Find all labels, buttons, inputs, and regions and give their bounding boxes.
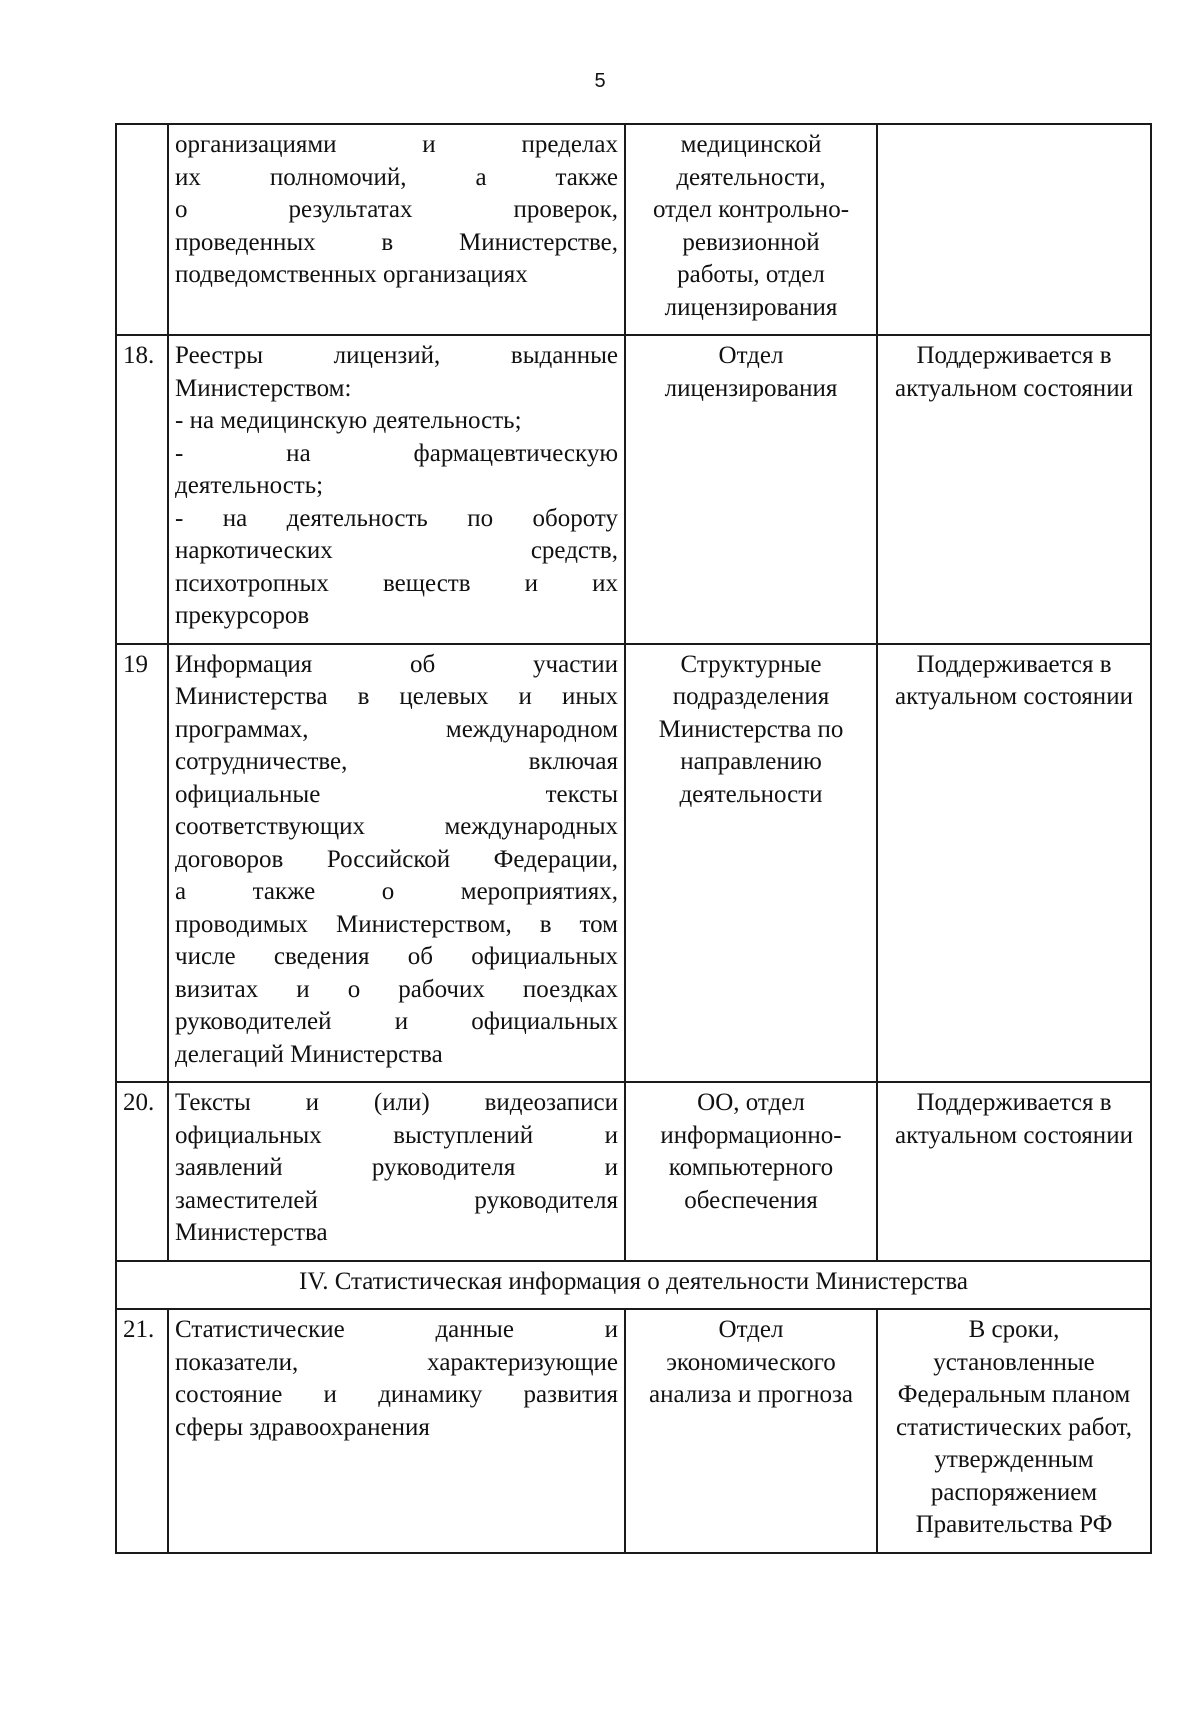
table-row-19 bbox=[116, 644, 1151, 1083]
row-description: Реестры лицензий, выданные Министерством: - на медицинскую деятельность; - на фармацевтическую деятельность; - на деятельность по обороту наркотических средств, психотропных веществ и их прекурсоров bbox=[168, 335, 625, 644]
row-description: Тексты и (или) видеозаписи официальных выступлений и заявлений руководителя и заместителей руководителя Министерства bbox=[168, 1082, 625, 1261]
row-responsible: медицинской деятельности, отдел контрольно- ревизионной работы, отдел лицензирования bbox=[625, 124, 877, 335]
row-period: В сроки, установленные Федеральным планом статистических работ, утвержденным распоряжением Правительства РФ bbox=[877, 1309, 1151, 1553]
row-description: Информация об участии Министерства в целевых и иных программах, международном сотрудничестве, включая официальные тексты соответствующих международных договоров Российской Федерации, а также о мероприятиях, проводимых Министерством, в том числе сведения об официальных визитах и о рабочих поездках руководителей и официальных делегаций Министерства bbox=[168, 644, 625, 1083]
row-responsible: Отдел лицензирования bbox=[625, 335, 877, 644]
row-period: Поддерживается в актуальном состоянии bbox=[877, 644, 1151, 1083]
row-period: Поддерживается в актуальном состоянии bbox=[877, 1082, 1151, 1261]
table-row-20 bbox=[116, 1082, 1151, 1261]
section-heading-row bbox=[116, 1261, 1151, 1310]
row-number: 19 bbox=[116, 644, 168, 1083]
table-row-21 bbox=[116, 1309, 1151, 1553]
row-responsible: ОО, отдел информационно- компьютерного обеспечения bbox=[625, 1082, 877, 1261]
row-number: 20. bbox=[116, 1082, 168, 1261]
page-number: 5 bbox=[594, 70, 606, 92]
row-description: организациями и пределах их полномочий, а также о результатах проверок, проведенных в Министерстве, подведомственных организациях bbox=[168, 124, 625, 335]
row-responsible: Структурные подразделения Министерства по направлению деятельности bbox=[625, 644, 877, 1083]
information-table bbox=[115, 123, 1152, 1554]
row-responsible: Отдел экономического анализа и прогноза bbox=[625, 1309, 877, 1553]
table-row-continuation bbox=[116, 124, 1151, 335]
table-row-18 bbox=[116, 335, 1151, 644]
row-number: 18. bbox=[116, 335, 168, 644]
row-period bbox=[877, 124, 1151, 335]
row-number bbox=[116, 124, 168, 335]
section-title: IV. Статистическая информация о деятельности Министерства bbox=[116, 1261, 1151, 1310]
row-number: 21. bbox=[116, 1309, 168, 1553]
row-description: Статистические данные и показатели, характеризующие состояние и динамику развития сферы здравоохранения bbox=[168, 1309, 625, 1553]
row-period: Поддерживается в актуальном состоянии bbox=[877, 335, 1151, 644]
